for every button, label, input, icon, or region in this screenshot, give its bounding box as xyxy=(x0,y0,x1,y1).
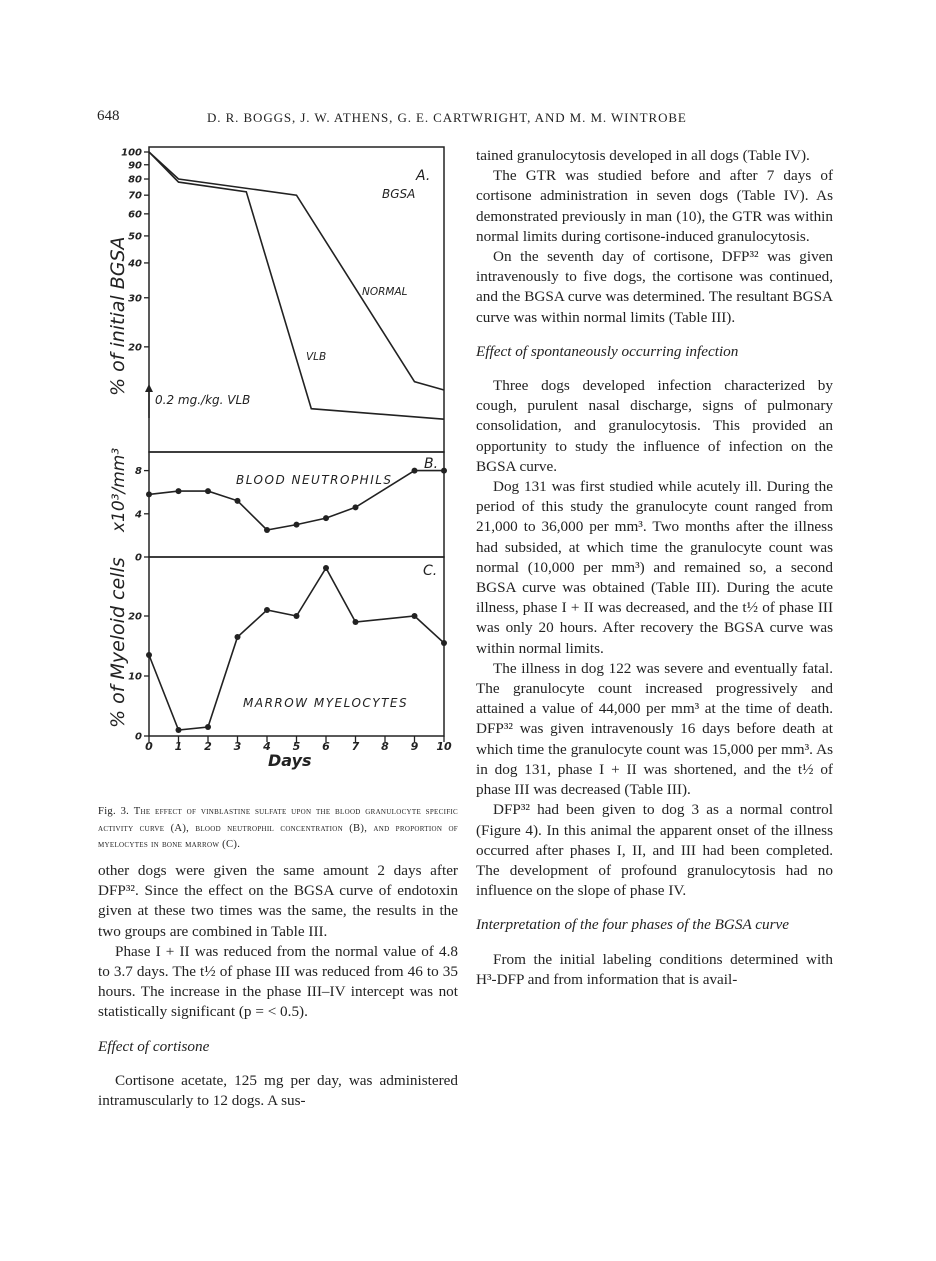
myelocyte-point xyxy=(412,613,418,619)
paragraph: tained granulocytosis developed in all dogs (Table IV). xyxy=(476,147,810,164)
paragraph: Cortisone acetate, 125 mg per day, was administered intramuscularly to 12 dogs. A sus- xyxy=(98,1071,458,1110)
myelocyte-point xyxy=(353,619,359,625)
panel-a-tick-label: 40 xyxy=(128,258,142,270)
myelocyte-point xyxy=(205,724,211,730)
panel-b-tick-label: 0 xyxy=(135,552,142,564)
panel-a-tick-label: 100 xyxy=(121,147,142,159)
panel-a-letter: A. xyxy=(416,168,431,184)
neutrophil-point xyxy=(353,504,359,510)
x-axis-title: Days xyxy=(268,751,312,770)
running-header-authors: D. R. BOGGS, J. W. ATHENS, G. E. CARTWRIGHT, AND M. M. WINTROBE xyxy=(207,110,687,125)
x-tick-label: 2 xyxy=(204,740,212,753)
panel-c-tick-label: 0 xyxy=(135,731,142,743)
panel-c-tick-label: 20 xyxy=(128,611,142,623)
panel-c-letter: C. xyxy=(423,563,438,579)
neutrophil-point xyxy=(264,527,270,533)
x-tick-label: 3 xyxy=(233,740,242,753)
myelocyte-point xyxy=(441,640,447,646)
neutrophil-point xyxy=(146,491,152,497)
panel-a-tick-label: 80 xyxy=(128,174,142,186)
section-heading: Effect of cortisone xyxy=(98,1037,210,1055)
neutrophil-point xyxy=(441,468,447,474)
left-text-column xyxy=(98,861,458,1111)
neutrophil-point xyxy=(412,468,418,474)
section-heading: Effect of spontaneously occurring infection xyxy=(476,342,739,360)
x-tick-label: 5 xyxy=(292,740,301,753)
vlb-series-label: VLB xyxy=(306,351,327,363)
figure-caption xyxy=(98,804,458,854)
panel-a-tick-label: 30 xyxy=(128,293,142,305)
paragraph: The illness in dog 122 was severe and eventually fatal. The granulocyte count increased progressively and attained a value of 44,000 per mm³ at the time of death. DFP³² was given intravenously 16 days before death at which time the granulocyte count was 15,000 per mm³. As in dog 131, phase I + II was shortened, and the t½ of phase III was decreased (Table III). xyxy=(476,659,833,799)
panel-c-tick-label: 10 xyxy=(128,671,142,683)
neutrophil-point xyxy=(294,522,300,528)
normal-series-label: NORMAL xyxy=(362,286,408,298)
paragraph: other dogs were given the same amount 2 days after DFP³². Since the effect on the BGSA curve of endotoxin given at these two times was the same, the results in the two groups are combined in Table III. xyxy=(98,862,458,940)
panel-a-tick-label: 60 xyxy=(128,209,142,221)
x-tick-label: 4 xyxy=(263,740,271,753)
x-tick-label: 7 xyxy=(351,740,360,753)
x-tick-label: 8 xyxy=(381,740,389,753)
panel-a-tick-label: 20 xyxy=(128,342,142,354)
x-tick-label: 9 xyxy=(410,740,419,753)
paragraph: Three dogs developed infection characterized by cough, purulent nasal discharge, signs of pulmonary consolidation, and granulocytosis. This provided an opportunity to study the influence of infection on the BGSA curve. xyxy=(476,377,833,475)
caption-text: The effect of vinblastine sulfate upon the blood granulocyte specific activity curve (A), blood neutrophil concentration (B), and proportion of myelocytes in bone marrow (C). xyxy=(98,806,458,851)
dose-arrow-head xyxy=(145,384,153,392)
myelocyte-point xyxy=(294,613,300,619)
x-tick-label: 6 xyxy=(322,740,330,753)
x-tick-label: 1 xyxy=(174,740,183,753)
x-tick-label: 10 xyxy=(436,740,452,753)
x-tick-label: 0 xyxy=(145,740,153,753)
panel-a-tick-label: 50 xyxy=(128,231,142,243)
myelocyte-point xyxy=(146,652,152,658)
neutrophil-point xyxy=(235,498,241,504)
paragraph: Phase I + II was reduced from the normal value of 4.8 to 3.7 days. The t½ of phase III was reduced from 46 to 35 hours. The increase in the phase III–IV intercept was not statistically significant (p = < 0.5). xyxy=(98,942,458,1021)
panel-a-tick-label: 70 xyxy=(128,190,142,202)
panel-b-name: BLOOD NEUTROPHILS xyxy=(236,473,393,487)
y-axis-title-neutrophils: x10³/mm³ xyxy=(109,447,129,532)
neutrophil-point xyxy=(176,488,182,494)
right-text-column xyxy=(476,146,833,990)
paragraph: DFP³² had been given to dog 3 as a normal control (Figure 4). In this animal the apparent onset of the illness occurred after phases I, II, and III had been completed. The development of profound granulocytosis had no influence on the slope of phase IV. xyxy=(476,801,833,900)
page-number: 648 xyxy=(97,108,120,124)
paragraph: The GTR was studied before and after 7 days of cortisone administration in seven dogs (Table IV). As demonstrated previously in man (10), the GTR was within normal limits during cortisone-induced granulocytosis. xyxy=(476,167,833,245)
panel-b-frame xyxy=(149,452,444,557)
panel-b-letter: B. xyxy=(424,456,439,472)
myelocyte-point xyxy=(323,565,329,571)
paragraph: On the seventh day of cortisone, DFP³² was given intravenously to five dogs, the cortisone was continued, and the BGSA curve was determined. The resultant BGSA curve was within normal limits (Table III). xyxy=(476,248,833,326)
figure-3 xyxy=(0,0,470,780)
y-axis-title-myeloid: % of Myeloid cells xyxy=(107,557,129,728)
myelocyte-point xyxy=(235,634,241,640)
neutrophil-point xyxy=(323,515,329,521)
panel-c-name: MARROW MYELOCYTES xyxy=(243,696,409,710)
panel-b-tick-label: 8 xyxy=(135,466,142,478)
paragraph: Dog 131 was first studied while acutely ill. During the period of this study the granulocyte count ranged from 21,000 to 36,000 per mm³. Two months after the illness had subsided, at which time the granulocyte count was normal (10,000 per mm³) and remained so, a second BGSA curve was obtained (Table III). During the acute illness, phase I + II was decreased, and the t½ of phase III was only 20 hours. After recovery the BGSA curve was within normal limits. xyxy=(476,478,833,657)
myelocyte-point xyxy=(264,607,270,613)
section-heading: Interpretation of the four phases of the BGSA curve xyxy=(476,916,789,934)
myelocyte-point xyxy=(176,727,182,733)
panel-a-tick-label: 90 xyxy=(128,160,142,172)
panel-b-tick-label: 4 xyxy=(135,509,142,521)
y-axis-title-bgsa: % of initial BGSA xyxy=(107,236,129,396)
neutrophil-point xyxy=(205,488,211,494)
dose-label: 0.2 mg./kg. VLB xyxy=(155,393,251,407)
paragraph: From the initial labeling conditions determined with H³-DFP and from information that is avail- xyxy=(476,950,833,988)
caption-label: Fig. 3. xyxy=(98,806,130,817)
panel-a-name: BGSA xyxy=(382,187,416,201)
